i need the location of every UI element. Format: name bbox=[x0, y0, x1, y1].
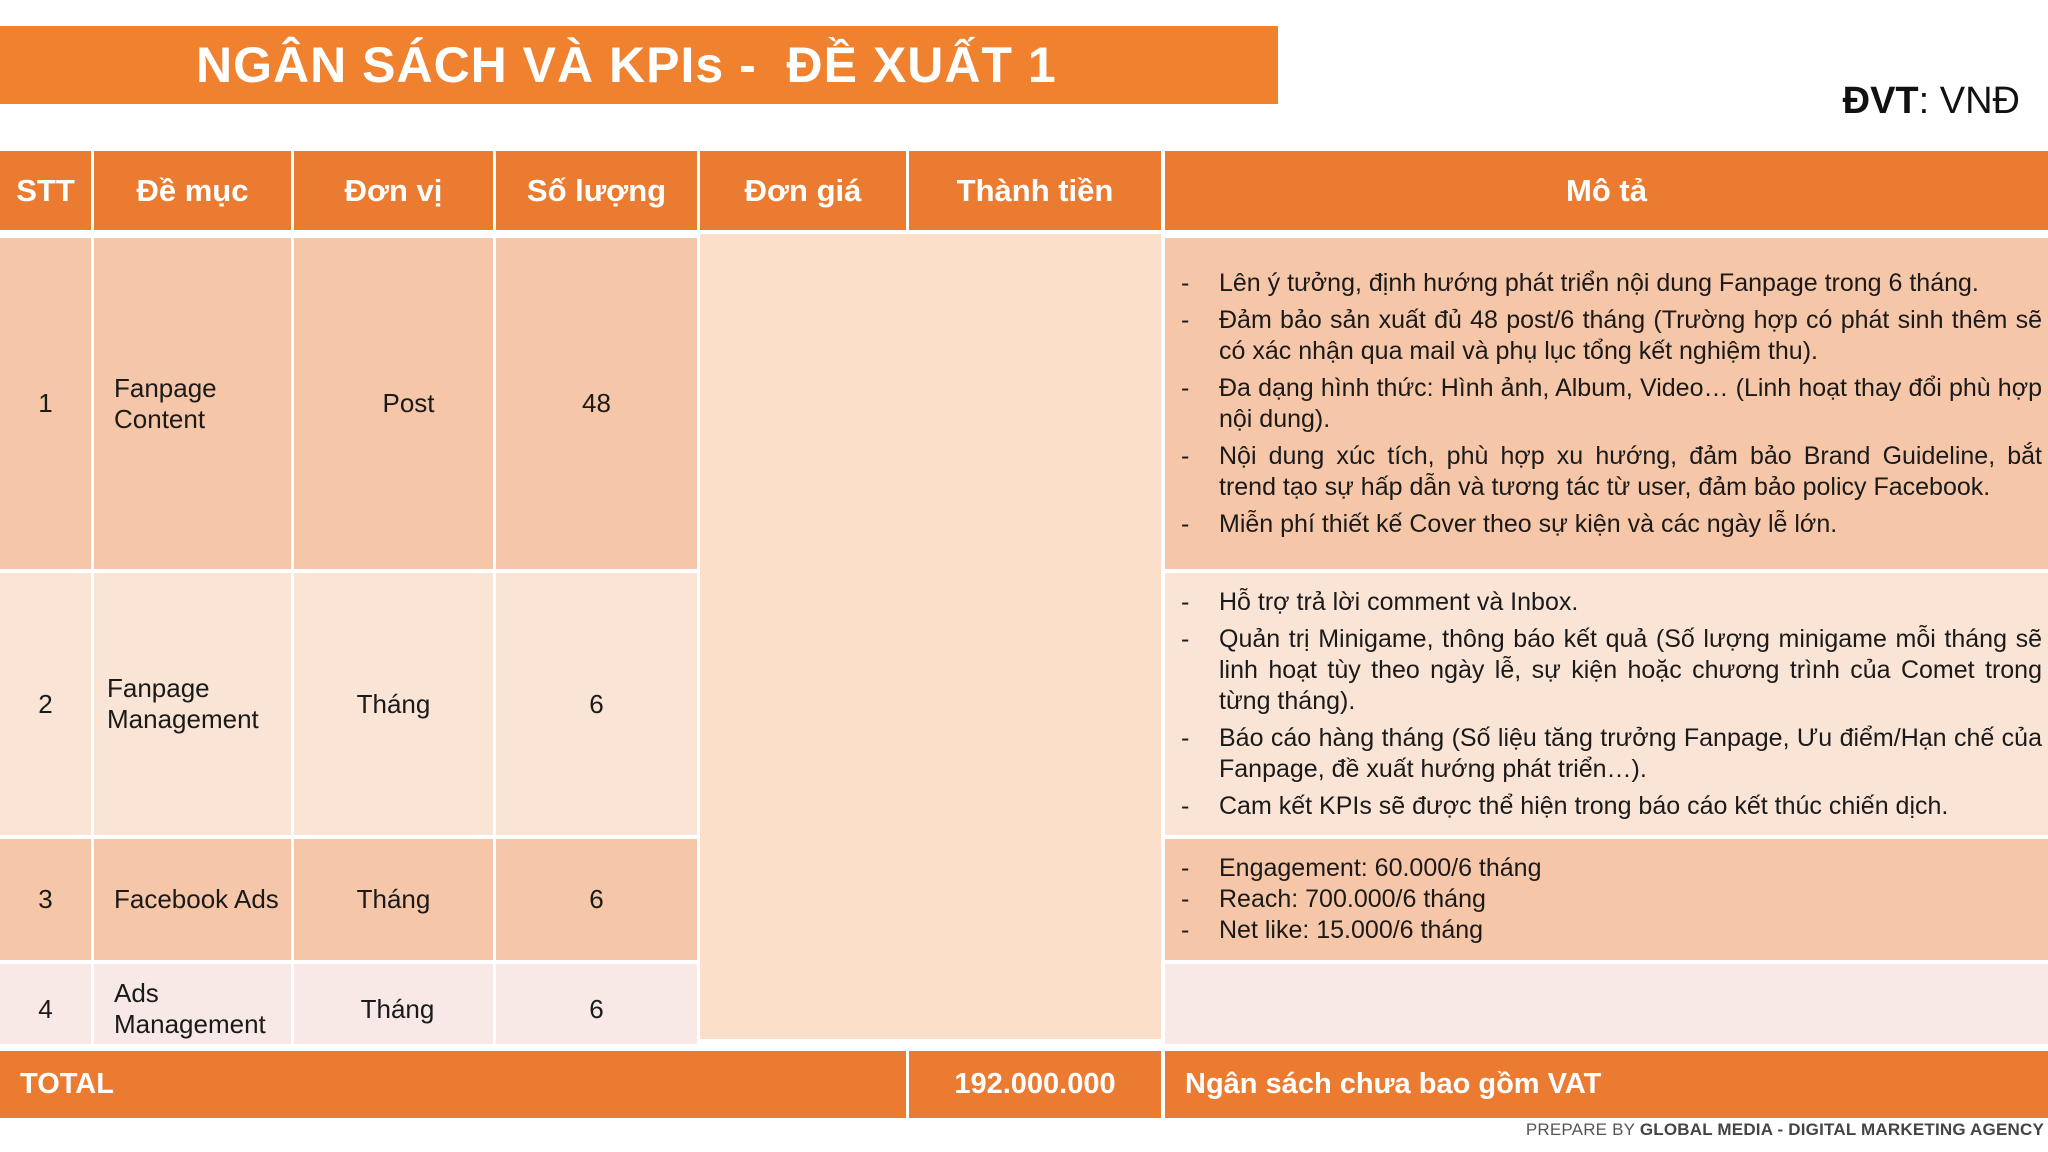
desc-item: - Báo cáo hàng tháng (Số liệu tăng trưởng Fanpage, Ưu điểm/Hạn chế của Fanpage, đề xuất hướng phát triển…). bbox=[1181, 723, 2042, 783]
row2-unit: Tháng bbox=[294, 573, 493, 835]
desc-item: - Engagement: 60.000/6 tháng bbox=[1181, 854, 1542, 882]
row1-unit: Post bbox=[294, 238, 493, 569]
desc-item: - Đảm bảo sản xuất đủ 48 post/6 tháng (Trường hợp có phát sinh thêm sẽ có xác nhận qua mail và phụ lục tổng kết nghiệm thu). bbox=[1181, 305, 2042, 365]
header-quantity: Số lượng bbox=[496, 151, 697, 230]
price-amount-merged-cell bbox=[700, 234, 1161, 1039]
desc-item: - Quản trị Minigame, thông báo kết quả (Số lượng minigame mỗi tháng sẽ linh hoạt tùy theo ngày lễ, sự kiện hoặc chương trình của Comet trong từng tháng). bbox=[1181, 624, 2042, 715]
desc-item: - Cam kết KPIs sẽ được thể hiện trong báo cáo kết thúc chiến dịch. bbox=[1181, 791, 1949, 820]
desc-item: - Hỗ trợ trả lời comment và Inbox. bbox=[1181, 587, 1579, 616]
header-item: Đề mục bbox=[94, 151, 291, 230]
unit-sep: : bbox=[1918, 80, 1940, 122]
row3-quantity: 6 bbox=[496, 839, 697, 960]
row4-unit: Tháng bbox=[294, 964, 493, 1044]
total-amount: 192.000.000 bbox=[909, 1051, 1161, 1118]
header-unit-price: Đơn giá bbox=[700, 151, 906, 230]
desc-item: - Nội dung xúc tích, phù hợp xu hướng, đảm bảo Brand Guideline, bắt trend tạo sự hấp dẫn và tương tác từ user, đảm bảo policy Facebook. bbox=[1181, 441, 2042, 501]
desc-item: - Đa dạng hình thức: Hình ảnh, Album, Video… (Linh hoạt thay đổi phù hợp nội dung). bbox=[1181, 373, 2042, 433]
total-note: Ngân sách chưa bao gồm VAT bbox=[1165, 1051, 2048, 1118]
header-stt: STT bbox=[0, 151, 91, 230]
row2-quantity: 6 bbox=[496, 573, 697, 835]
row3-stt: 3 bbox=[0, 839, 91, 960]
header-amount: Thành tiền bbox=[909, 151, 1161, 230]
row1-item bbox=[94, 238, 291, 569]
page-title: NGÂN SÁCH VÀ KPIs - ĐỀ XUẤT 1 bbox=[196, 37, 1057, 93]
header-unit: Đơn vị bbox=[294, 151, 493, 230]
row1-quantity: 48 bbox=[496, 238, 697, 569]
total-label: TOTAL bbox=[0, 1051, 906, 1118]
row3-description bbox=[1165, 839, 2048, 960]
unit-value: VNĐ bbox=[1939, 80, 2020, 122]
footer-prefix: PREPARE BY bbox=[1525, 1120, 1640, 1139]
row4-item bbox=[94, 964, 291, 1044]
unit-label: ĐVT bbox=[1842, 80, 1919, 122]
row4-description bbox=[1165, 964, 2048, 1044]
row2-stt: 2 bbox=[0, 573, 91, 835]
footer-company: GLOBAL MEDIA - DIGITAL MARKETING AGENCY bbox=[1639, 1120, 2044, 1139]
title-banner bbox=[0, 26, 1278, 104]
row4-stt: 4 bbox=[0, 964, 91, 1044]
currency-unit bbox=[1843, 80, 2020, 123]
row4-item-text: Ads Management bbox=[114, 978, 266, 1039]
desc-item: - Lên ý tưởng, định hướng phát triển nội dung Fanpage trong 6 tháng. bbox=[1181, 268, 1979, 297]
row3-unit: Tháng bbox=[294, 839, 493, 960]
row1-description bbox=[1165, 238, 2048, 569]
row2-item-text: Fanpage Management bbox=[107, 673, 259, 734]
desc-item: - Reach: 700.000/6 tháng bbox=[1181, 885, 1486, 913]
footer-credit bbox=[1526, 1120, 2044, 1140]
row3-item: Facebook Ads bbox=[94, 839, 291, 960]
desc-item: - Net like: 15.000/6 tháng bbox=[1181, 916, 1484, 944]
row1-stt: 1 bbox=[0, 238, 91, 569]
desc-item: - Miễn phí thiết kế Cover theo sự kiện và các ngày lễ lớn. bbox=[1181, 509, 1838, 538]
row2-item bbox=[94, 573, 291, 835]
row4-quantity: 6 bbox=[496, 964, 697, 1044]
row2-description bbox=[1165, 573, 2048, 835]
row1-item-text: Fanpage Content bbox=[114, 372, 217, 434]
header-description: Mô tả bbox=[1165, 151, 2048, 230]
